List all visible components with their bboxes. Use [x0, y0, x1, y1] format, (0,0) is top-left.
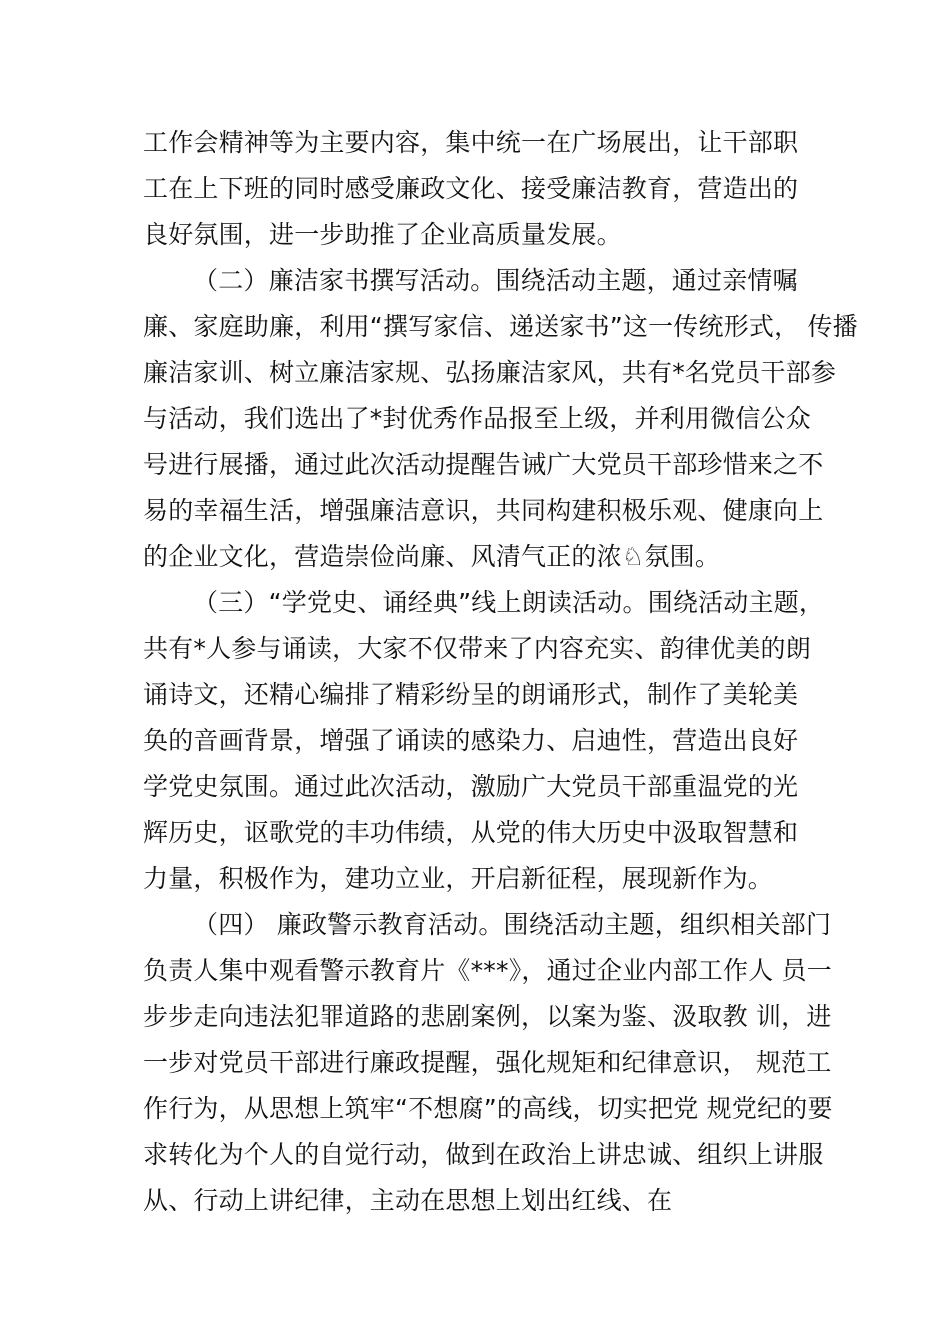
text-line: 共有*人参与诵读，大家不仅带来了内容充实、韵律优美的朗: [143, 634, 811, 663]
text-line: 步步走向违法犯罪道路的悲剧案例，以案为鉴、汲取教 训，进: [143, 1002, 832, 1031]
text-line: （二）廉洁家书撰写活动。围绕活动主题，通过亲情嘱: [193, 266, 798, 295]
text-line: 易的幸福生活，增强廉洁意识，共同构建积极乐观、健康向上: [143, 496, 824, 525]
body-text: [143, 120, 858, 1224]
text-line: 一步对党员干部进行廉政提醒，强化规矩和纪律意识， 规范工: [143, 1048, 832, 1077]
text-line: 工在上下班的同时感受廉政文化、接受廉洁教育，营造出的: [143, 174, 799, 203]
text-line: 廉洁家训、树立廉洁家规、弘扬廉洁家风，共有*名党员干部参: [143, 358, 837, 387]
text-line: （三）“学党史、诵经典”线上朗读活动。围绕活动主题，: [193, 588, 825, 617]
text-line: 的企业文化，营造崇俭尚廉、风清气正的浓♘氛围。: [143, 542, 721, 571]
text-line: 诵诗文，还精心编排了精彩纷呈的朗诵形式，制作了美轮美: [143, 680, 799, 709]
text-line: 奂的音画背景，增强了诵读的感染力、启迪性，营造出良好: [143, 726, 799, 755]
text-line: 从、行动上讲纪律，主动在思想上划出红线、在: [143, 1186, 673, 1215]
text-line: 学党史氛围。通过此次活动，激励广大党员干部重温党的光: [143, 772, 799, 801]
text-line: 力量，积极作为，建功立业，开启新征程，展现新作为。: [143, 864, 774, 893]
text-line: 工作会精神等为主要内容，集中统一在广场展出，让干部职: [143, 128, 799, 157]
text-line: 良好氛围，进一步助推了企业高质量发展。: [143, 220, 622, 249]
text-line: 求转化为个人的自觉行动，做到在政治上讲忠诚、组织上讲服: [143, 1140, 824, 1169]
text-line: 号进行展播，通过此次活动提醒告诫广大党员干部珍惜来之不: [143, 450, 824, 479]
text-line: （四） 廉政警示教育活动。围绕活动主题，组织相关部门: [193, 910, 832, 939]
text-line: 与活动，我们选出了*封优秀作品报至上级，并利用微信公众: [143, 404, 811, 433]
text-line: 作行为，从思想上筑牢“不想腐”的高线，切实把党 规党纪的要: [143, 1094, 833, 1123]
text-line: 廉、家庭助廉，利用“撰写家信、递送家书”这一传统形式， 传播: [143, 312, 858, 341]
text-line: 辉历史，讴歌党的丰功伟绩，从党的伟大历史中汲取智慧和: [143, 818, 799, 847]
text-line: 负责人集中观看警示教育片《***》，通过企业内部工作人 员一: [143, 956, 832, 985]
